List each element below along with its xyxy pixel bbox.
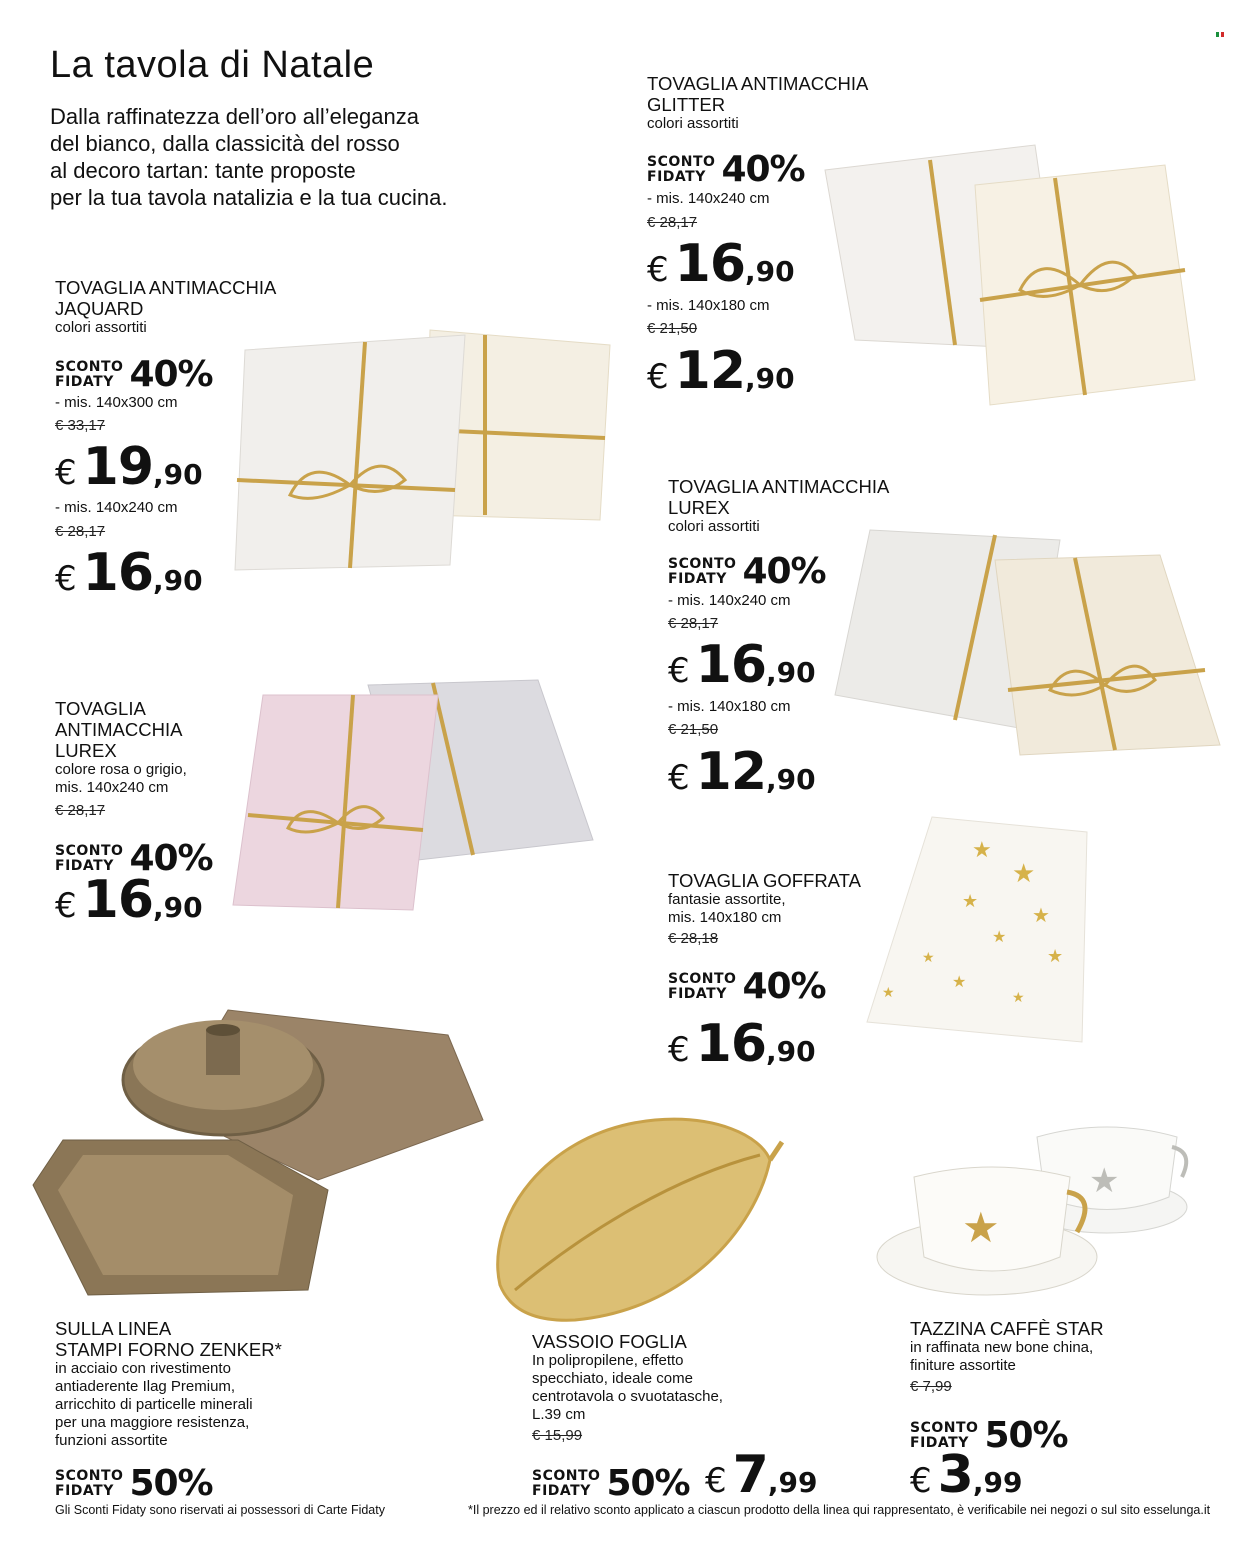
intro-text: Dalla raffinatezza dell’oro all’eleganza del bianco, dalla classicità del rosso al decoro tartan: tante proposte per la tua tavola natalizia e la tua cucina. xyxy=(50,104,448,210)
size-label: - mis. 140x240 cm xyxy=(668,592,791,609)
price: € 16 ,90 xyxy=(55,543,203,603)
product-glitter xyxy=(647,73,868,133)
product-desc: colori assortiti xyxy=(55,319,147,336)
product-name: TOVAGLIA ANTIMACCHIA GLITTER xyxy=(647,73,869,115)
product-name: TOVAGLIA GOFFRATA xyxy=(668,870,861,891)
product-name: TOVAGLIA ANTIMACCHIA LUREX xyxy=(55,698,183,761)
fidaty-badge: SCONTO FIDATY 40% xyxy=(647,149,805,190)
price: € 16 ,90 xyxy=(647,234,795,294)
size-label: - mis. 140x180 cm xyxy=(668,698,791,715)
product-name: TAZZINA CAFFÈ STAR xyxy=(910,1318,1104,1339)
fidaty-badge: SCONTO FIDATY 50% xyxy=(910,1415,1068,1456)
footer-note-left: Gli Sconti Fidaty sono riservati ai possessori di Carte Fidaty xyxy=(55,1503,385,1517)
svg-text:★: ★ xyxy=(1047,946,1064,967)
old-price: € 28,17 xyxy=(55,802,106,819)
price: € 16 ,90 xyxy=(668,1014,816,1074)
tablecloth-jaquard-image xyxy=(225,320,625,590)
old-price: € 28,17 xyxy=(647,214,698,231)
svg-text:★: ★ xyxy=(972,838,992,863)
product-name: SULLA LINEA STAMPI FORNO ZENKER* xyxy=(55,1318,282,1360)
price: € 7 ,99 xyxy=(705,1445,818,1505)
svg-text:★: ★ xyxy=(962,891,979,912)
product-lurex-pink xyxy=(55,698,187,797)
old-price: € 28,17 xyxy=(668,615,719,632)
old-price: € 33,17 xyxy=(55,417,106,434)
tray-leaf-image xyxy=(485,1110,785,1325)
price: € 19 ,90 xyxy=(55,437,203,497)
svg-text:★: ★ xyxy=(882,985,895,1001)
old-price: € 15,99 xyxy=(532,1427,583,1444)
tablecloth-lurex-pink-image xyxy=(228,675,598,915)
product-zenker xyxy=(55,1318,282,1450)
product-desc: in acciaio con rivestimento antiaderente Ilag Premium, arricchito di particelle minerali per una maggiore resistenza, funzioni assortite xyxy=(55,1360,253,1449)
old-price: € 7,99 xyxy=(910,1378,952,1395)
italy-flag-icon xyxy=(1216,32,1224,37)
price: € 16 ,90 xyxy=(55,870,203,930)
bakeware-zenker-image xyxy=(28,990,488,1300)
tablecloth-lurex-assorted-image xyxy=(830,520,1225,760)
size-label: - mis. 140x300 cm xyxy=(55,394,178,411)
product-name: TOVAGLIA ANTIMACCHIA LUREX xyxy=(668,476,890,518)
fidaty-badge: SCONTO FIDATY 40% xyxy=(55,838,213,879)
product-vassoio xyxy=(532,1331,723,1424)
price: € 12 ,90 xyxy=(668,742,816,802)
fidaty-badge: SCONTO FIDATY 40% xyxy=(55,354,213,395)
svg-text:★: ★ xyxy=(1089,1161,1120,1201)
fidaty-badge: SCONTO FIDATY 50% xyxy=(55,1463,213,1504)
tablecloth-goffrata-image xyxy=(862,812,1097,1047)
page-title: La tavola di Natale xyxy=(50,44,375,86)
product-desc: In polipropilene, effetto specchiato, ideale come centrotavola o svuotatasche, L.39 cm xyxy=(532,1352,723,1423)
price: € 12 ,90 xyxy=(647,341,795,401)
product-desc: colori assortiti xyxy=(668,518,760,535)
svg-text:★: ★ xyxy=(922,950,935,966)
coffee-cups-image xyxy=(872,1112,1192,1312)
size-label: - mis. 140x240 cm xyxy=(647,190,770,207)
fidaty-badge: SCONTO FIDATY 40% xyxy=(668,551,826,592)
svg-text:★: ★ xyxy=(992,927,1007,946)
price: € 3 ,99 xyxy=(910,1445,1023,1505)
size-label: - mis. 140x240 cm xyxy=(55,499,178,516)
tablecloth-glitter-image xyxy=(815,140,1215,410)
product-tazzina xyxy=(910,1318,1104,1375)
product-name: VASSOIO FOGLIA xyxy=(532,1331,687,1352)
price: € 16 ,90 xyxy=(668,635,816,695)
product-goffrata xyxy=(668,870,861,927)
size-label: - mis. 140x180 cm xyxy=(647,297,770,314)
svg-text:★: ★ xyxy=(1012,859,1036,889)
old-price: € 21,50 xyxy=(668,721,719,738)
old-price: € 28,18 xyxy=(668,930,719,947)
svg-text:★: ★ xyxy=(1032,903,1050,927)
product-desc: colore rosa o grigio, mis. 140x240 cm xyxy=(55,761,187,796)
fidaty-badge: SCONTO FIDATY 50% xyxy=(532,1463,690,1504)
svg-text:★: ★ xyxy=(1012,990,1025,1006)
product-desc: fantasie assortite, mis. 140x180 cm xyxy=(668,891,786,926)
fidaty-badge: SCONTO FIDATY 40% xyxy=(668,966,826,1007)
svg-text:★: ★ xyxy=(952,972,967,991)
product-desc: in raffinata new bone china, finiture assortite xyxy=(910,1339,1094,1374)
svg-text:★: ★ xyxy=(962,1203,1000,1252)
old-price: € 28,17 xyxy=(55,523,106,540)
old-price: € 21,50 xyxy=(647,320,698,337)
product-desc: colori assortiti xyxy=(647,115,739,132)
footer-note-right: *Il prezzo ed il relativo sconto applicato a ciascun prodotto della linea qui rappresentato, è verificabile nei negozi o sul sito esselunga.it xyxy=(468,1503,1211,1517)
product-name: TOVAGLIA ANTIMACCHIA JAQUARD xyxy=(55,277,277,319)
